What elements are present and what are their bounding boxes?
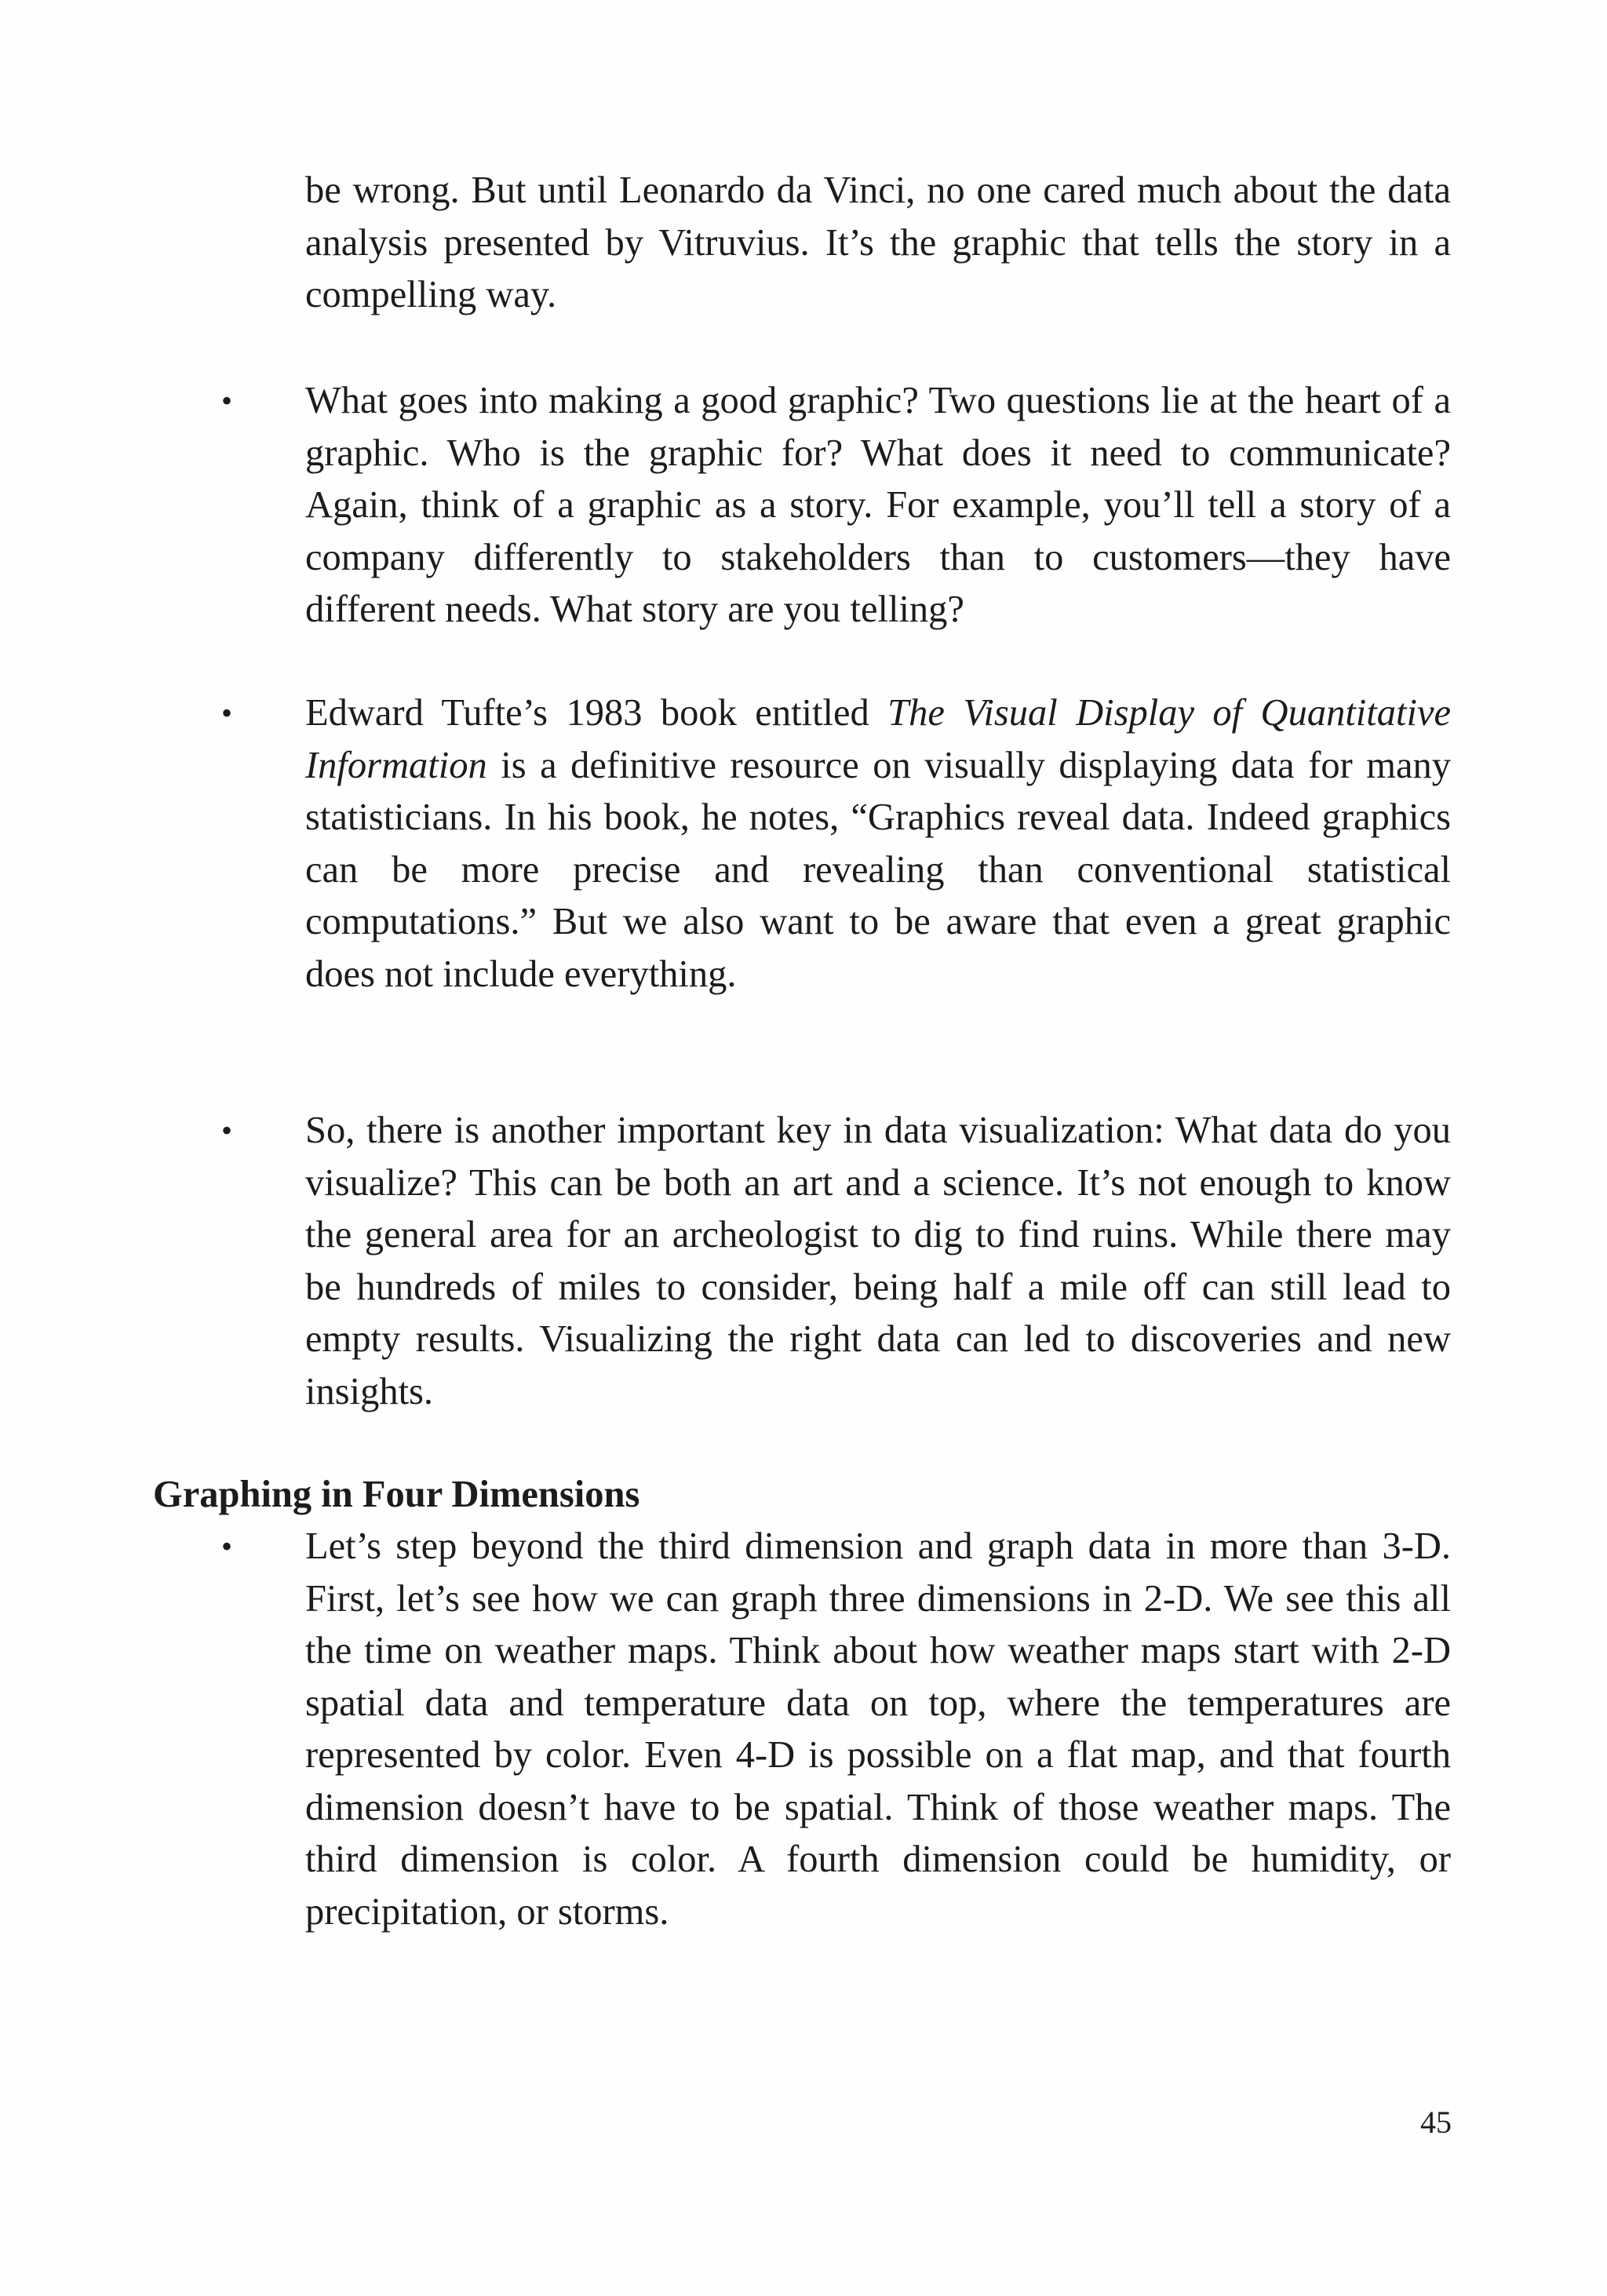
section-heading: Graphing in Four Dimensions: [153, 1474, 640, 1515]
bullet-item-good-graphic: [305, 375, 1451, 636]
bullet-text-after: is a definitive resource on visually displaying data for many statisticians. In his book, he notes, “Graphics reveal data. Indeed graphics can be more precise and revealing than conventional statistical computations.” But we also want to be aware that even a great graphic does not include everything.: [305, 744, 1451, 995]
bullet-marker: •: [221, 383, 233, 418]
continuation-paragraph: [305, 165, 1451, 322]
bullet-marker: •: [221, 1529, 233, 1564]
continuation-text: be wrong. But until Leonardo da Vinci, no one cared much about the data analysis presented by Vitruvius. It’s the graphic that tells the story in a compelling way.: [305, 169, 1451, 315]
bullet-text-before: Edward Tufte’s 1983 book entitled: [305, 692, 888, 734]
bullet-text: What goes into making a good graphic? Two questions lie at the heart of a graphic. Who is the graphic for? What does it need to communicate? Again, think of a graphic as a story. For example, you’ll tell a story of a company differently to stakeholders than to customers—they have different needs. What story are you telling?: [305, 380, 1451, 630]
bullet-item-what-data: [305, 1105, 1451, 1418]
bullet-text: Let’s step beyond the third dimension and graph data in more than 3-D. First, let’s see how we can graph three dimensions in 2-D. We see this all the time on weather maps. Think about how weather maps start with 2-D spatial data and temperature data on top, where the temperatures are represented by color. Even 4-D is possible on a flat map, and that fourth dimension doesn’t have to be spatial. Think of those weather maps. The third dimension is color. A fourth dimension could be humidity, or precipitation, or storms.: [305, 1525, 1451, 1933]
page-number: 45: [1420, 2105, 1452, 2140]
bullet-item-four-dimensions: [305, 1521, 1451, 1938]
bullet-text: [305, 687, 1451, 1000]
book-title: The Visual Display of Quantitative Information: [305, 692, 1451, 786]
bullet-marker: •: [221, 1113, 233, 1148]
bullet-marker: •: [221, 695, 233, 731]
bullet-text: So, there is another important key in data visualization: What data do you visualize? This can be both an art and a science. It’s not enough to know the general area for an archeologist to dig to find ruins. While there may be hundreds of miles to consider, being half a mile off can still lead to empty results. Visualizing the right data can led to discoveries and new insights.: [305, 1110, 1451, 1412]
bullet-item-tufte: [305, 687, 1451, 1000]
